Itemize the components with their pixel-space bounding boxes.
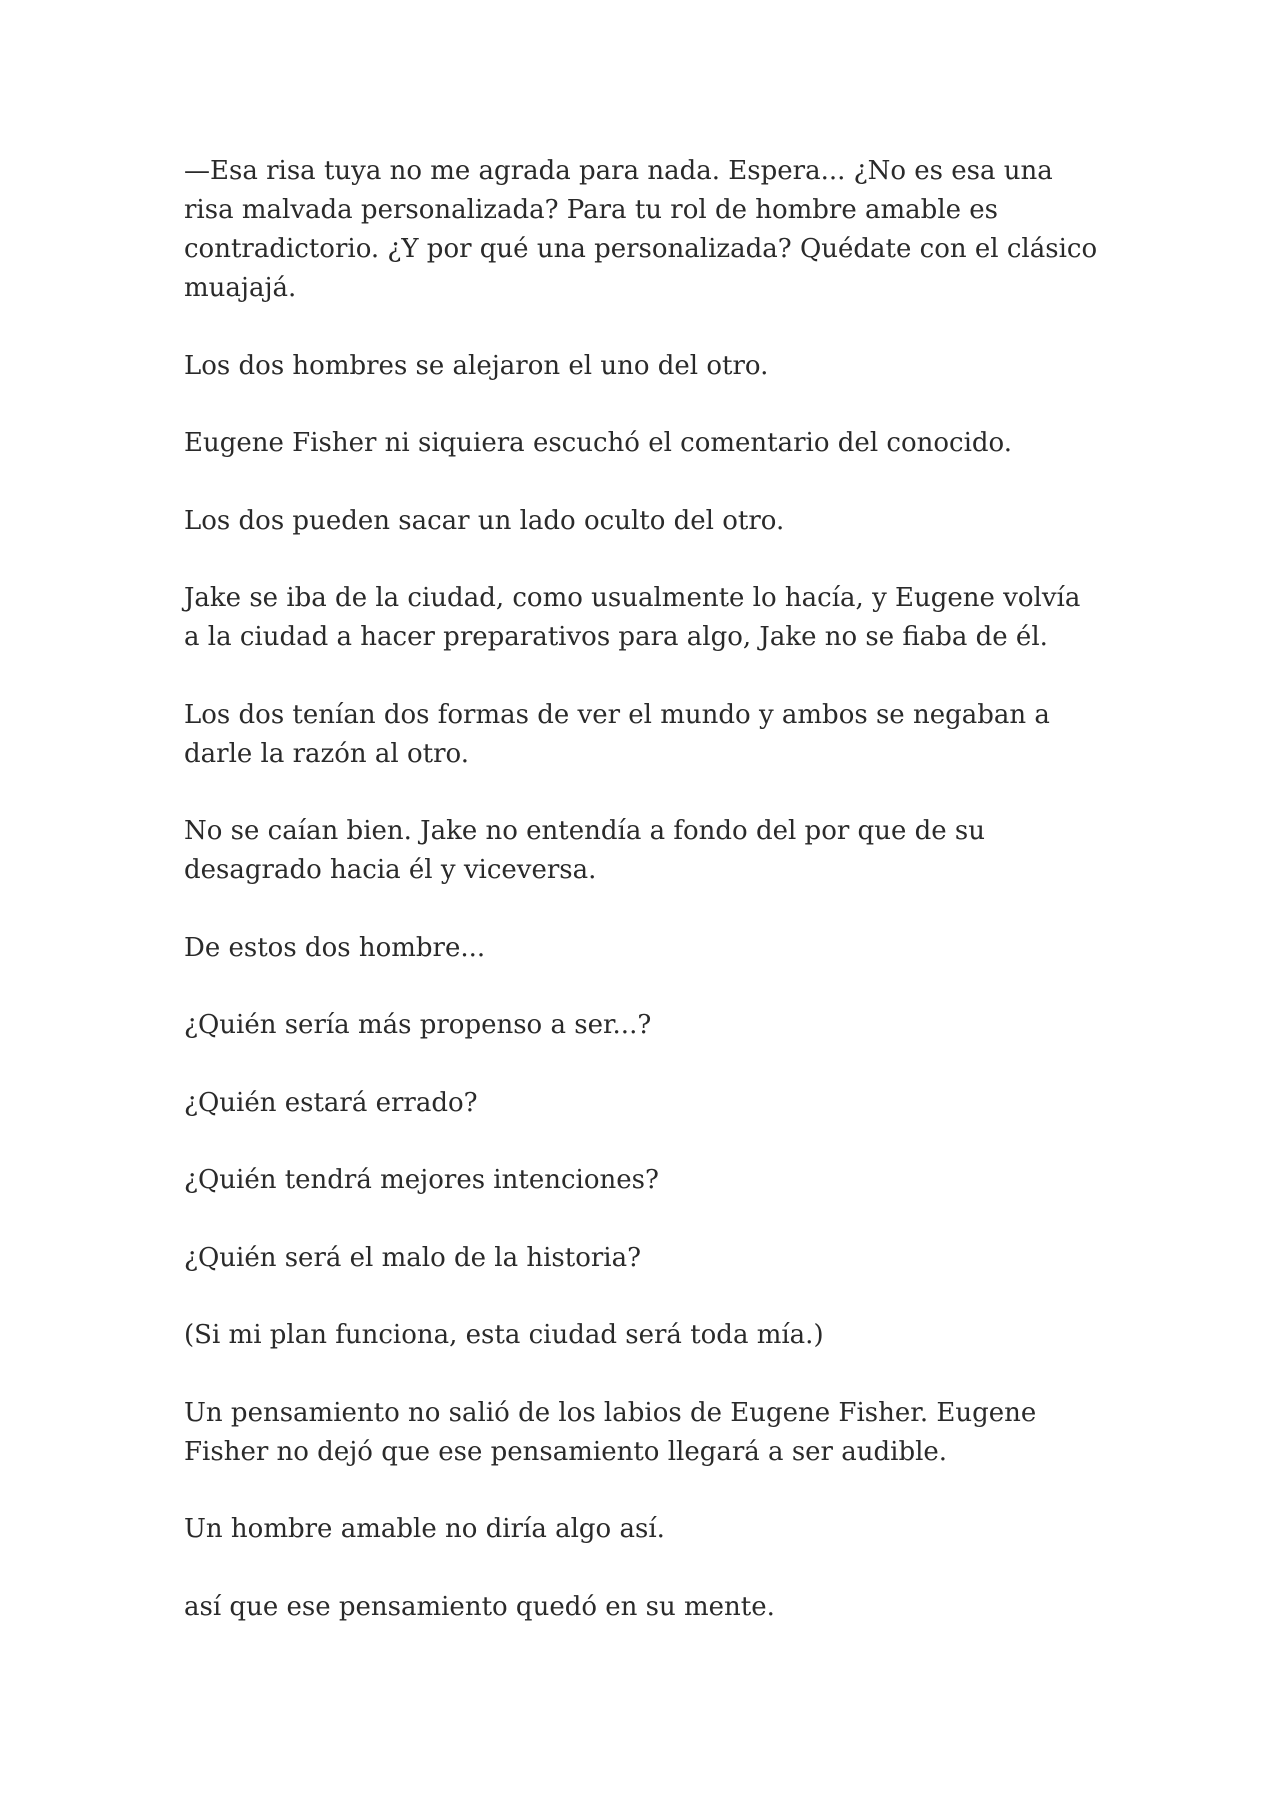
paragraph: así que ese pensamiento quedó en su mente. xyxy=(184,1591,775,1622)
paragraph: Los dos pueden sacar un lado oculto del otro. xyxy=(184,505,785,536)
paragraph: Eugene Fisher ni siquiera escuchó el comentario del conocido. xyxy=(184,428,1012,458)
paragraph: Los dos hombres se alejaron el uno del otro. xyxy=(184,350,769,381)
paragraph: ¿Quién será el malo de la historia? xyxy=(184,1242,642,1273)
paragraph: ¿Quién tendrá mejores intenciones? xyxy=(184,1165,659,1195)
paragraph: Un pensamiento no salió de los labios de Eugene Fisher. Eugene Fisher no dejó que ese pensamiento llegará a ser audible. xyxy=(184,1397,1037,1467)
document-body xyxy=(184,152,1104,1665)
paragraph: (Si mi plan funciona, esta ciudad será toda mía.) xyxy=(184,1320,824,1350)
paragraph: No se caían bien. Jake no entendía a fondo del por que de su desagrado hacia él y viceversa. xyxy=(184,816,985,885)
paragraph: Un hombre amable no diría algo así. xyxy=(184,1514,665,1544)
paragraph: De estos dos hombre... xyxy=(184,932,486,963)
paragraph: ¿Quién estará errado? xyxy=(184,1087,478,1118)
paragraph: Los dos tenían dos formas de ver el mundo y ambos se negaban a darle la razón al otro. xyxy=(184,699,1050,769)
paragraph: ¿Quién sería más propenso a ser...? xyxy=(184,1010,652,1040)
paragraph: Jake se iba de la ciudad, como usualmente lo hacía, y Eugene volvía a la ciudad a hacer preparativos para algo, Jake no se fiaba de él. xyxy=(184,583,1081,652)
paragraph: —Esa risa tuya no me agrada para nada. Espera... ¿No es esa una risa malvada personalizada? Para tu rol de hombre amable es contradictorio. ¿Y por qué una personalizada? Quédate con el clásico muajajá. xyxy=(184,156,1098,303)
